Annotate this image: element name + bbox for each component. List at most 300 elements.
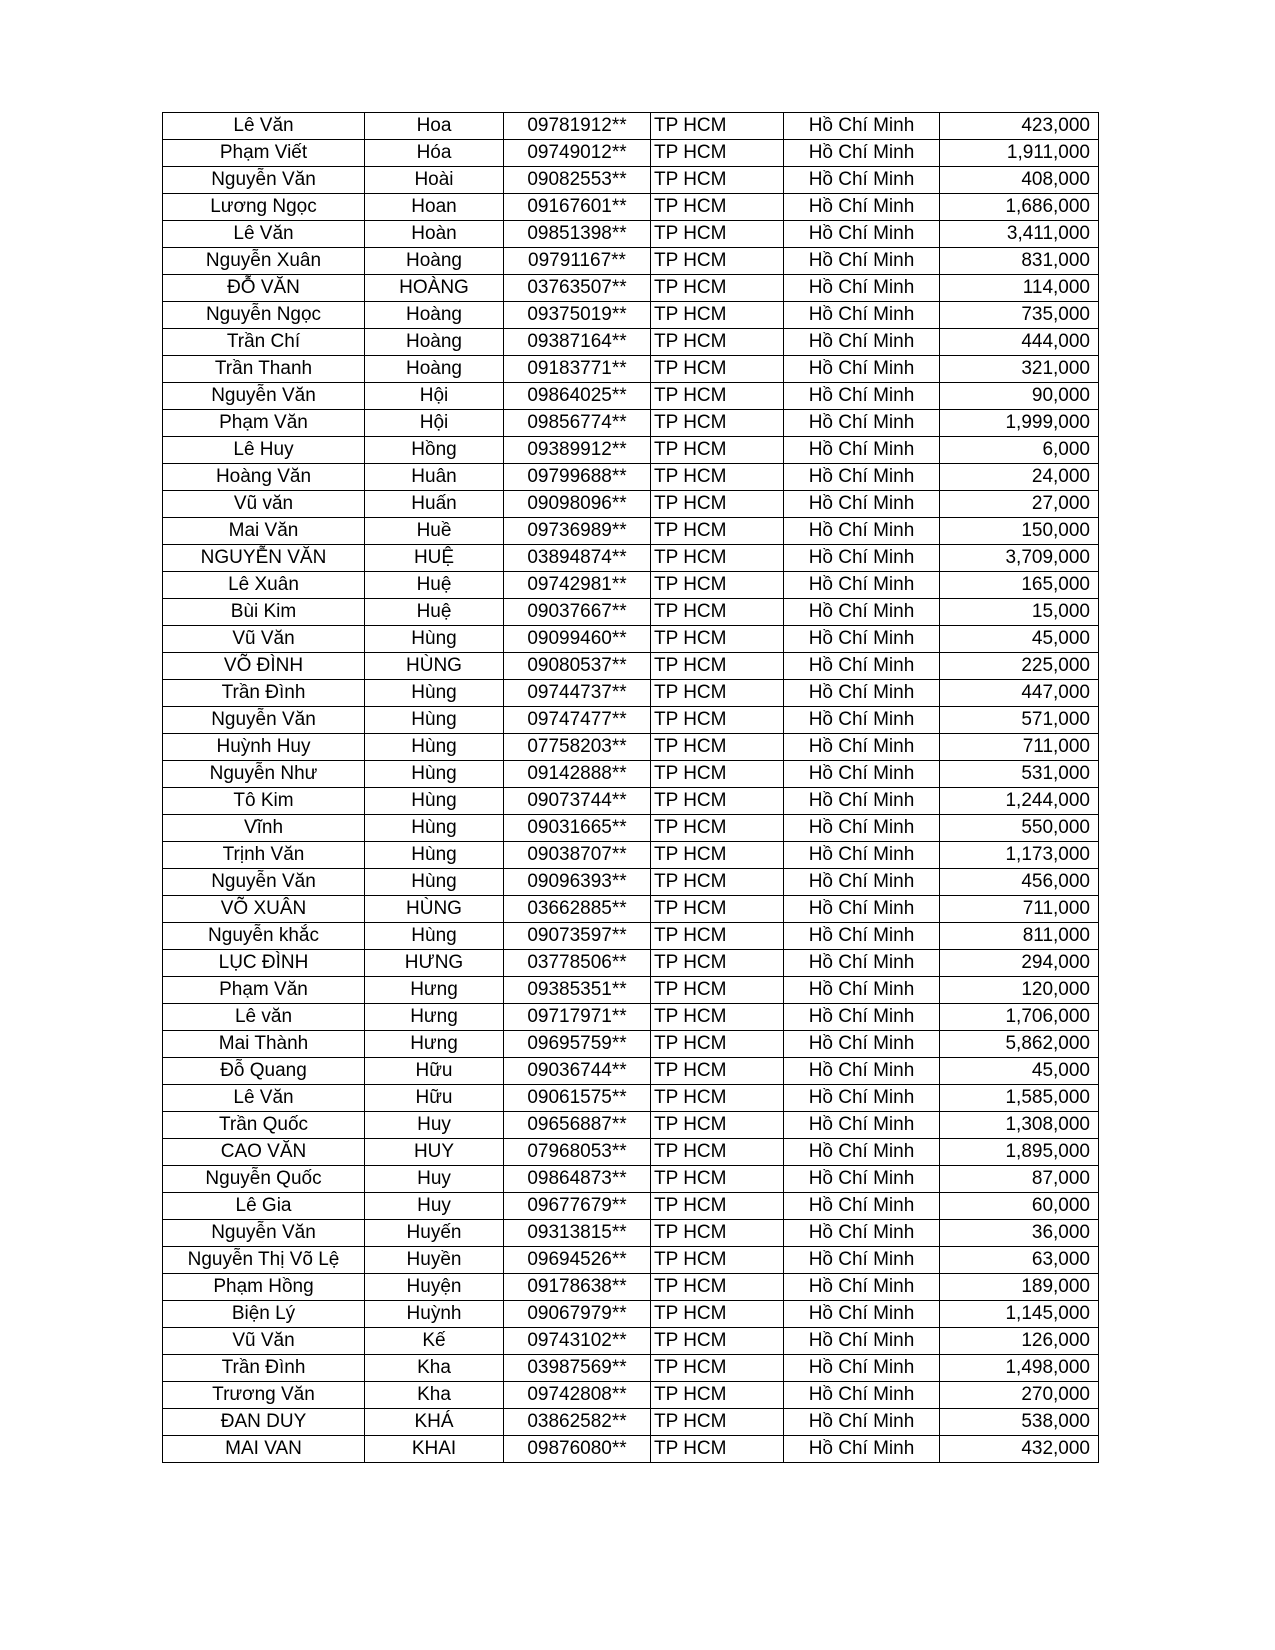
phone-number-cell: 09387164** xyxy=(504,329,651,356)
table-row xyxy=(163,140,1099,167)
last-middle-name-cell: Lê văn xyxy=(163,1004,365,1031)
province-cell: TP HCM xyxy=(651,1409,784,1436)
first-name-cell: Hữu xyxy=(365,1085,504,1112)
province-cell: TP HCM xyxy=(651,1004,784,1031)
first-name-cell: Hoàng xyxy=(365,302,504,329)
phone-number-cell: 09080537** xyxy=(504,653,651,680)
city-cell: Hồ Chí Minh xyxy=(784,221,940,248)
amount-cell: 444,000 xyxy=(940,329,1099,356)
province-cell: TP HCM xyxy=(651,950,784,977)
last-middle-name-cell: Nguyễn Văn xyxy=(163,167,365,194)
city-cell: Hồ Chí Minh xyxy=(784,1112,940,1139)
city-cell: Hồ Chí Minh xyxy=(784,437,940,464)
province-cell: TP HCM xyxy=(651,518,784,545)
amount-cell: 270,000 xyxy=(940,1382,1099,1409)
city-cell: Hồ Chí Minh xyxy=(784,1409,940,1436)
first-name-cell: Hùng xyxy=(365,869,504,896)
last-middle-name-cell: Lương Ngọc xyxy=(163,194,365,221)
table-row xyxy=(163,761,1099,788)
phone-number-cell: 09864873** xyxy=(504,1166,651,1193)
city-cell: Hồ Chí Minh xyxy=(784,761,940,788)
province-cell: TP HCM xyxy=(651,815,784,842)
last-middle-name-cell: Phạm Văn xyxy=(163,410,365,437)
table-row xyxy=(163,464,1099,491)
phone-number-cell: 09717971** xyxy=(504,1004,651,1031)
last-middle-name-cell: VÕ XUÂN xyxy=(163,896,365,923)
table-row xyxy=(163,626,1099,653)
table-row xyxy=(163,194,1099,221)
province-cell: TP HCM xyxy=(651,1085,784,1112)
amount-cell: 538,000 xyxy=(940,1409,1099,1436)
city-cell: Hồ Chí Minh xyxy=(784,1058,940,1085)
table-row xyxy=(163,599,1099,626)
phone-number-cell: 09038707** xyxy=(504,842,651,869)
amount-cell: 811,000 xyxy=(940,923,1099,950)
table-row xyxy=(163,1058,1099,1085)
amount-cell: 3,411,000 xyxy=(940,221,1099,248)
first-name-cell: Kế xyxy=(365,1328,504,1355)
table-row xyxy=(163,1382,1099,1409)
phone-number-cell: 03778506** xyxy=(504,950,651,977)
province-cell: TP HCM xyxy=(651,1031,784,1058)
table-row xyxy=(163,410,1099,437)
city-cell: Hồ Chí Minh xyxy=(784,1139,940,1166)
last-middle-name-cell: Lê Văn xyxy=(163,113,365,140)
amount-cell: 126,000 xyxy=(940,1328,1099,1355)
province-cell: TP HCM xyxy=(651,599,784,626)
amount-cell: 711,000 xyxy=(940,734,1099,761)
amount-cell: 6,000 xyxy=(940,437,1099,464)
amount-cell: 1,686,000 xyxy=(940,194,1099,221)
last-middle-name-cell: Lê Xuân xyxy=(163,572,365,599)
table-row xyxy=(163,680,1099,707)
province-cell: TP HCM xyxy=(651,1220,784,1247)
table-row xyxy=(163,977,1099,1004)
last-middle-name-cell: Vĩnh xyxy=(163,815,365,842)
last-middle-name-cell: Hoàng Văn xyxy=(163,464,365,491)
city-cell: Hồ Chí Minh xyxy=(784,383,940,410)
phone-number-cell: 09098096** xyxy=(504,491,651,518)
first-name-cell: Hoàng xyxy=(365,329,504,356)
province-cell: TP HCM xyxy=(651,1112,784,1139)
last-middle-name-cell: Vũ Văn xyxy=(163,626,365,653)
first-name-cell: Huệ xyxy=(365,599,504,626)
amount-cell: 1,911,000 xyxy=(940,140,1099,167)
province-cell: TP HCM xyxy=(651,896,784,923)
province-cell: TP HCM xyxy=(651,221,784,248)
first-name-cell: HUY xyxy=(365,1139,504,1166)
province-cell: TP HCM xyxy=(651,302,784,329)
table-row xyxy=(163,329,1099,356)
last-middle-name-cell: Nguyễn Thị Võ Lệ xyxy=(163,1247,365,1274)
phone-number-cell: 09167601** xyxy=(504,194,651,221)
table-row xyxy=(163,815,1099,842)
last-middle-name-cell: Vũ văn xyxy=(163,491,365,518)
first-name-cell: Hùng xyxy=(365,842,504,869)
city-cell: Hồ Chí Minh xyxy=(784,194,940,221)
phone-number-cell: 09864025** xyxy=(504,383,651,410)
first-name-cell: Hùng xyxy=(365,788,504,815)
city-cell: Hồ Chí Minh xyxy=(784,1031,940,1058)
city-cell: Hồ Chí Minh xyxy=(784,572,940,599)
table-row xyxy=(163,923,1099,950)
first-name-cell: Huân xyxy=(365,464,504,491)
table-row xyxy=(163,491,1099,518)
province-cell: TP HCM xyxy=(651,1355,784,1382)
city-cell: Hồ Chí Minh xyxy=(784,1085,940,1112)
province-cell: TP HCM xyxy=(651,977,784,1004)
last-middle-name-cell: Trịnh Văn xyxy=(163,842,365,869)
first-name-cell: Huyện xyxy=(365,1274,504,1301)
phone-number-cell: 09096393** xyxy=(504,869,651,896)
province-cell: TP HCM xyxy=(651,1436,784,1463)
phone-number-cell: 09375019** xyxy=(504,302,651,329)
first-name-cell: Hưng xyxy=(365,977,504,1004)
province-cell: TP HCM xyxy=(651,113,784,140)
last-middle-name-cell: Mai Văn xyxy=(163,518,365,545)
province-cell: TP HCM xyxy=(651,1166,784,1193)
table-row xyxy=(163,653,1099,680)
phone-number-cell: 09073744** xyxy=(504,788,651,815)
province-cell: TP HCM xyxy=(651,1247,784,1274)
city-cell: Hồ Chí Minh xyxy=(784,1004,940,1031)
table-row xyxy=(163,275,1099,302)
phone-number-cell: 09183771** xyxy=(504,356,651,383)
province-cell: TP HCM xyxy=(651,1058,784,1085)
amount-cell: 15,000 xyxy=(940,599,1099,626)
last-middle-name-cell: Nguyễn Văn xyxy=(163,1220,365,1247)
last-middle-name-cell: Nguyễn Như xyxy=(163,761,365,788)
city-cell: Hồ Chí Minh xyxy=(784,1436,940,1463)
province-cell: TP HCM xyxy=(651,248,784,275)
amount-cell: 423,000 xyxy=(940,113,1099,140)
first-name-cell: KHAI xyxy=(365,1436,504,1463)
table-row xyxy=(163,383,1099,410)
amount-cell: 5,862,000 xyxy=(940,1031,1099,1058)
last-middle-name-cell: Nguyễn Xuân xyxy=(163,248,365,275)
city-cell: Hồ Chí Minh xyxy=(784,140,940,167)
last-middle-name-cell: Trương Văn xyxy=(163,1382,365,1409)
city-cell: Hồ Chí Minh xyxy=(784,626,940,653)
city-cell: Hồ Chí Minh xyxy=(784,1220,940,1247)
first-name-cell: Hoàng xyxy=(365,356,504,383)
province-cell: TP HCM xyxy=(651,572,784,599)
table-row xyxy=(163,1139,1099,1166)
last-middle-name-cell: CAO VĂN xyxy=(163,1139,365,1166)
city-cell: Hồ Chí Minh xyxy=(784,599,940,626)
table-row xyxy=(163,1301,1099,1328)
city-cell: Hồ Chí Minh xyxy=(784,707,940,734)
phone-number-cell: 09313815** xyxy=(504,1220,651,1247)
first-name-cell: HÙNG xyxy=(365,896,504,923)
table-row xyxy=(163,1166,1099,1193)
province-cell: TP HCM xyxy=(651,329,784,356)
last-middle-name-cell: ĐỖ VĂN xyxy=(163,275,365,302)
first-name-cell: Hóa xyxy=(365,140,504,167)
province-cell: TP HCM xyxy=(651,1193,784,1220)
phone-number-cell: 09073597** xyxy=(504,923,651,950)
amount-cell: 36,000 xyxy=(940,1220,1099,1247)
first-name-cell: Hùng xyxy=(365,923,504,950)
last-middle-name-cell: Lê Văn xyxy=(163,221,365,248)
amount-cell: 456,000 xyxy=(940,869,1099,896)
amount-cell: 225,000 xyxy=(940,653,1099,680)
records-table-body xyxy=(163,113,1099,1463)
city-cell: Hồ Chí Minh xyxy=(784,923,940,950)
phone-number-cell: 09142888** xyxy=(504,761,651,788)
phone-number-cell: 09061575** xyxy=(504,1085,651,1112)
last-middle-name-cell: Trần Chí xyxy=(163,329,365,356)
city-cell: Hồ Chí Minh xyxy=(784,788,940,815)
province-cell: TP HCM xyxy=(651,1139,784,1166)
first-name-cell: Hội xyxy=(365,410,504,437)
city-cell: Hồ Chí Minh xyxy=(784,869,940,896)
records-table xyxy=(162,112,1099,1463)
last-middle-name-cell: Phạm Hồng xyxy=(163,1274,365,1301)
phone-number-cell: 07968053** xyxy=(504,1139,651,1166)
last-middle-name-cell: Lê Văn xyxy=(163,1085,365,1112)
amount-cell: 165,000 xyxy=(940,572,1099,599)
amount-cell: 90,000 xyxy=(940,383,1099,410)
first-name-cell: Huyến xyxy=(365,1220,504,1247)
province-cell: TP HCM xyxy=(651,761,784,788)
phone-number-cell: 09178638** xyxy=(504,1274,651,1301)
phone-number-cell: 09876080** xyxy=(504,1436,651,1463)
phone-number-cell: 09695759** xyxy=(504,1031,651,1058)
province-cell: TP HCM xyxy=(651,707,784,734)
amount-cell: 45,000 xyxy=(940,1058,1099,1085)
phone-number-cell: 03662885** xyxy=(504,896,651,923)
amount-cell: 294,000 xyxy=(940,950,1099,977)
city-cell: Hồ Chí Minh xyxy=(784,653,940,680)
province-cell: TP HCM xyxy=(651,437,784,464)
table-row xyxy=(163,113,1099,140)
last-middle-name-cell: NGUYỄN VĂN xyxy=(163,545,365,572)
province-cell: TP HCM xyxy=(651,545,784,572)
city-cell: Hồ Chí Minh xyxy=(784,1193,940,1220)
phone-number-cell: 09743102** xyxy=(504,1328,651,1355)
first-name-cell: Huy xyxy=(365,1193,504,1220)
table-row xyxy=(163,1274,1099,1301)
province-cell: TP HCM xyxy=(651,194,784,221)
phone-number-cell: 09749012** xyxy=(504,140,651,167)
amount-cell: 189,000 xyxy=(940,1274,1099,1301)
city-cell: Hồ Chí Minh xyxy=(784,545,940,572)
province-cell: TP HCM xyxy=(651,140,784,167)
first-name-cell: HUỆ xyxy=(365,545,504,572)
table-row xyxy=(163,572,1099,599)
amount-cell: 432,000 xyxy=(940,1436,1099,1463)
phone-number-cell: 09036744** xyxy=(504,1058,651,1085)
amount-cell: 1,308,000 xyxy=(940,1112,1099,1139)
city-cell: Hồ Chí Minh xyxy=(784,464,940,491)
table-row xyxy=(163,1328,1099,1355)
amount-cell: 60,000 xyxy=(940,1193,1099,1220)
amount-cell: 1,145,000 xyxy=(940,1301,1099,1328)
last-middle-name-cell: Lê Huy xyxy=(163,437,365,464)
last-middle-name-cell: Nguyễn Văn xyxy=(163,383,365,410)
phone-number-cell: 09385351** xyxy=(504,977,651,1004)
last-middle-name-cell: Nguyễn Quốc xyxy=(163,1166,365,1193)
phone-number-cell: 09067979** xyxy=(504,1301,651,1328)
last-middle-name-cell: Trần Đình xyxy=(163,1355,365,1382)
last-middle-name-cell: VÕ ĐÌNH xyxy=(163,653,365,680)
city-cell: Hồ Chí Minh xyxy=(784,815,940,842)
city-cell: Hồ Chí Minh xyxy=(784,734,940,761)
last-middle-name-cell: ĐAN DUY xyxy=(163,1409,365,1436)
first-name-cell: Kha xyxy=(365,1355,504,1382)
last-middle-name-cell: Nguyễn Ngọc xyxy=(163,302,365,329)
first-name-cell: Hùng xyxy=(365,815,504,842)
city-cell: Hồ Chí Minh xyxy=(784,977,940,1004)
phone-number-cell: 09389912** xyxy=(504,437,651,464)
last-middle-name-cell: Nguyễn khắc xyxy=(163,923,365,950)
last-middle-name-cell: Tô Kim xyxy=(163,788,365,815)
first-name-cell: Hùng xyxy=(365,680,504,707)
first-name-cell: Hoàng xyxy=(365,248,504,275)
city-cell: Hồ Chí Minh xyxy=(784,167,940,194)
amount-cell: 1,999,000 xyxy=(940,410,1099,437)
amount-cell: 150,000 xyxy=(940,518,1099,545)
amount-cell: 571,000 xyxy=(940,707,1099,734)
province-cell: TP HCM xyxy=(651,410,784,437)
amount-cell: 531,000 xyxy=(940,761,1099,788)
first-name-cell: Hùng xyxy=(365,761,504,788)
table-row xyxy=(163,167,1099,194)
phone-number-cell: 09031665** xyxy=(504,815,651,842)
amount-cell: 1,173,000 xyxy=(940,842,1099,869)
city-cell: Hồ Chí Minh xyxy=(784,842,940,869)
city-cell: Hồ Chí Minh xyxy=(784,518,940,545)
last-middle-name-cell: Phạm Văn xyxy=(163,977,365,1004)
table-row xyxy=(163,1355,1099,1382)
table-row xyxy=(163,1193,1099,1220)
first-name-cell: Hoài xyxy=(365,167,504,194)
table-row xyxy=(163,1409,1099,1436)
province-cell: TP HCM xyxy=(651,653,784,680)
amount-cell: 1,498,000 xyxy=(940,1355,1099,1382)
first-name-cell: Huệ xyxy=(365,572,504,599)
city-cell: Hồ Chí Minh xyxy=(784,1274,940,1301)
city-cell: Hồ Chí Minh xyxy=(784,248,940,275)
phone-number-cell: 03763507** xyxy=(504,275,651,302)
table-row xyxy=(163,869,1099,896)
amount-cell: 321,000 xyxy=(940,356,1099,383)
table-row xyxy=(163,221,1099,248)
city-cell: Hồ Chí Minh xyxy=(784,1247,940,1274)
first-name-cell: Huyền xyxy=(365,1247,504,1274)
last-middle-name-cell: MAI VAN xyxy=(163,1436,365,1463)
phone-number-cell: 09856774** xyxy=(504,410,651,437)
table-row xyxy=(163,842,1099,869)
province-cell: TP HCM xyxy=(651,464,784,491)
phone-number-cell: 03862582** xyxy=(504,1409,651,1436)
first-name-cell: Huấn xyxy=(365,491,504,518)
amount-cell: 1,706,000 xyxy=(940,1004,1099,1031)
amount-cell: 24,000 xyxy=(940,464,1099,491)
last-middle-name-cell: Trần Đình xyxy=(163,680,365,707)
table-row xyxy=(163,356,1099,383)
table-row xyxy=(163,707,1099,734)
first-name-cell: Hữu xyxy=(365,1058,504,1085)
province-cell: TP HCM xyxy=(651,923,784,950)
first-name-cell: Hoan xyxy=(365,194,504,221)
province-cell: TP HCM xyxy=(651,680,784,707)
table-row xyxy=(163,1220,1099,1247)
first-name-cell: HOÀNG xyxy=(365,275,504,302)
province-cell: TP HCM xyxy=(651,491,784,518)
phone-number-cell: 09037667** xyxy=(504,599,651,626)
city-cell: Hồ Chí Minh xyxy=(784,680,940,707)
province-cell: TP HCM xyxy=(651,788,784,815)
table-row xyxy=(163,545,1099,572)
phone-number-cell: 09851398** xyxy=(504,221,651,248)
city-cell: Hồ Chí Minh xyxy=(784,1382,940,1409)
province-cell: TP HCM xyxy=(651,356,784,383)
last-middle-name-cell: Lê Gia xyxy=(163,1193,365,1220)
phone-number-cell: 09677679** xyxy=(504,1193,651,1220)
phone-number-cell: 09099460** xyxy=(504,626,651,653)
first-name-cell: KHÁ xyxy=(365,1409,504,1436)
city-cell: Hồ Chí Minh xyxy=(784,491,940,518)
province-cell: TP HCM xyxy=(651,167,784,194)
city-cell: Hồ Chí Minh xyxy=(784,1166,940,1193)
amount-cell: 735,000 xyxy=(940,302,1099,329)
amount-cell: 45,000 xyxy=(940,626,1099,653)
phone-number-cell: 09742808** xyxy=(504,1382,651,1409)
phone-number-cell: 03987569** xyxy=(504,1355,651,1382)
province-cell: TP HCM xyxy=(651,1382,784,1409)
table-row xyxy=(163,734,1099,761)
last-middle-name-cell: Nguyễn Văn xyxy=(163,707,365,734)
first-name-cell: Hoàn xyxy=(365,221,504,248)
amount-cell: 3,709,000 xyxy=(940,545,1099,572)
amount-cell: 711,000 xyxy=(940,896,1099,923)
table-row xyxy=(163,1112,1099,1139)
first-name-cell: Huy xyxy=(365,1166,504,1193)
first-name-cell: HÙNG xyxy=(365,653,504,680)
last-middle-name-cell: Nguyễn Văn xyxy=(163,869,365,896)
phone-number-cell: 09656887** xyxy=(504,1112,651,1139)
city-cell: Hồ Chí Minh xyxy=(784,896,940,923)
amount-cell: 114,000 xyxy=(940,275,1099,302)
first-name-cell: Hùng xyxy=(365,707,504,734)
phone-number-cell: 09747477** xyxy=(504,707,651,734)
first-name-cell: Huỳnh xyxy=(365,1301,504,1328)
amount-cell: 447,000 xyxy=(940,680,1099,707)
phone-number-cell: 09742981** xyxy=(504,572,651,599)
last-middle-name-cell: Phạm Viết xyxy=(163,140,365,167)
city-cell: Hồ Chí Minh xyxy=(784,410,940,437)
table-row xyxy=(163,1031,1099,1058)
last-middle-name-cell: Bùi Kim xyxy=(163,599,365,626)
amount-cell: 408,000 xyxy=(940,167,1099,194)
province-cell: TP HCM xyxy=(651,1301,784,1328)
city-cell: Hồ Chí Minh xyxy=(784,113,940,140)
table-row xyxy=(163,518,1099,545)
province-cell: TP HCM xyxy=(651,275,784,302)
city-cell: Hồ Chí Minh xyxy=(784,302,940,329)
first-name-cell: Hưng xyxy=(365,1031,504,1058)
province-cell: TP HCM xyxy=(651,734,784,761)
amount-cell: 120,000 xyxy=(940,977,1099,1004)
last-middle-name-cell: Đỗ Quang xyxy=(163,1058,365,1085)
phone-number-cell: 09736989** xyxy=(504,518,651,545)
last-middle-name-cell: Huỳnh Huy xyxy=(163,734,365,761)
amount-cell: 87,000 xyxy=(940,1166,1099,1193)
amount-cell: 63,000 xyxy=(940,1247,1099,1274)
first-name-cell: Hùng xyxy=(365,626,504,653)
